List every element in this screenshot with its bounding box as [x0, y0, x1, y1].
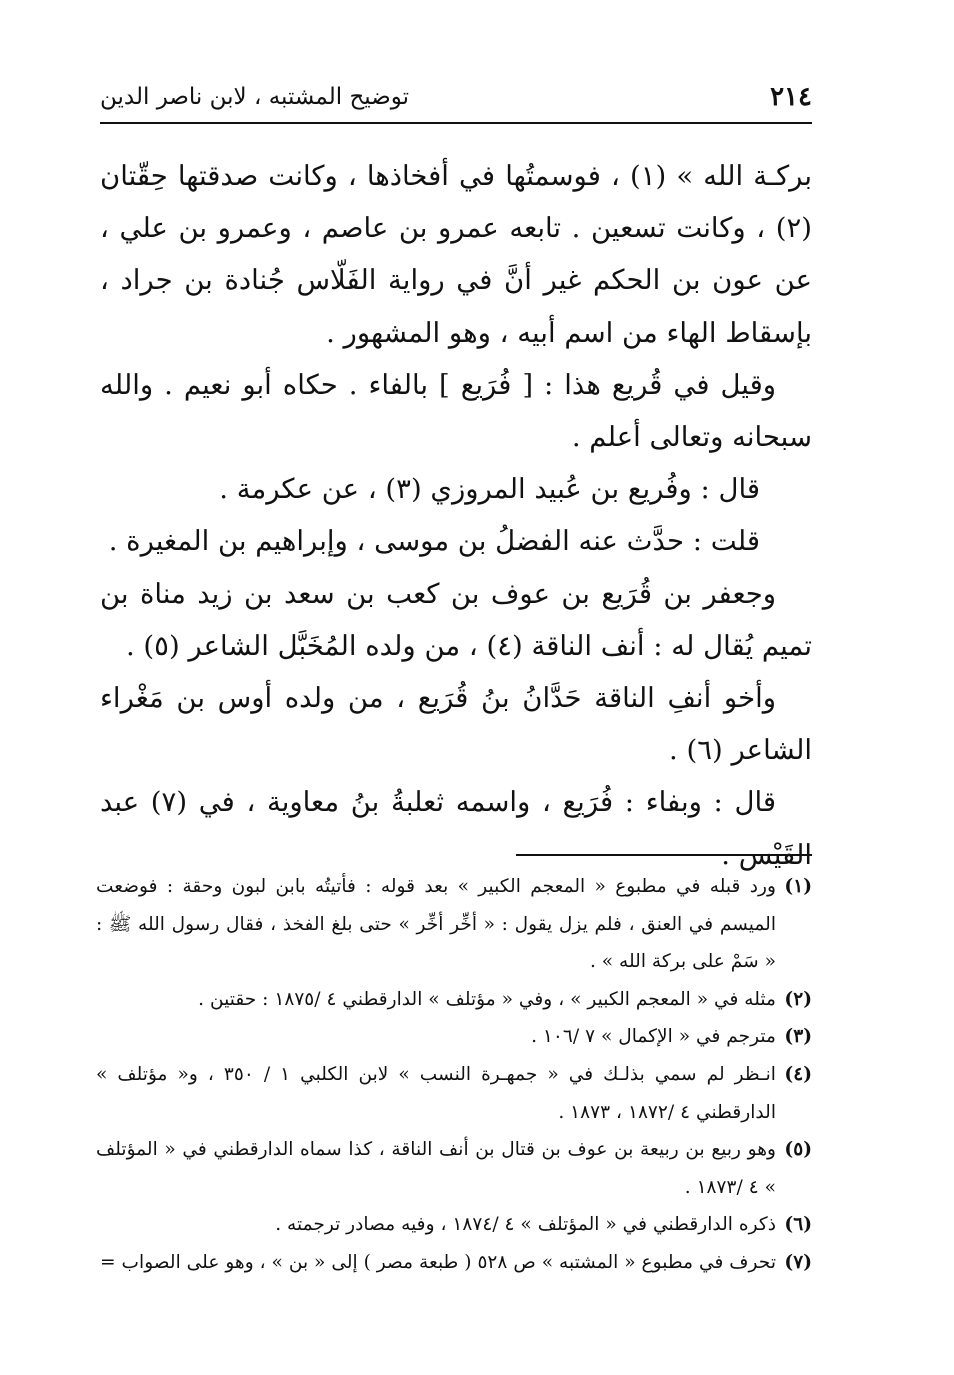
footnote-text: ذكره الدارقطني في « المؤتلف » ٤ /١٨٧٤ ، وفيه مصادر ترجمته . [275, 1214, 776, 1236]
footnote-text: تحرف في مطبوع « المشتبه » ص ٥٢٨ ( طبعة مصر ) إلى « بن » ، وهو على الصواب = [100, 1251, 776, 1273]
footnote [96, 868, 812, 981]
footnote-number: (٣) [784, 1026, 812, 1048]
footnote-separator [516, 854, 812, 856]
paragraph: بركـة الله » (١) ، فوسمتُها في أفخاذها ، وكانت صدقتها حِقّتان (٢) ، وكانت تسعين . تابعه عمرو بن عاصم ، وعمرو بن علي ، عن عون بن الحكم غير أنَّ في رواية الفَلّاس جُنادة بن جراد ، بإسقاط الهاء من اسم أبيه ، وهو المشهور . [100, 160, 812, 349]
paragraph: وجعفر بن قُرَيع بن عوف بن كعب بن سعد بن زيد مناة بن تميم يُقال له : أنف الناقة (٤) ، من ولده المُخَبَّل الشاعر (٥) . [100, 577, 812, 662]
footnotes [96, 868, 812, 1282]
footnote [96, 1018, 812, 1056]
main-text [100, 150, 812, 881]
footnote-text: ورد قبله في مطبوع « المعجم الكبير » بعد قوله : فأتيتُه بابن لبون وحقة : فوضعت الميسم في العنق ، فلم يزل يقول : « أخِّر أخِّر » حتى بلغ الفخذ ، فقال رسول الله ﷺ : « سَمْ على بركة الله » . [96, 876, 776, 973]
page-header [100, 80, 812, 124]
footnote [96, 1206, 812, 1244]
footnote-text: مثله في « المعجم الكبير » ، وفي « مؤتلف » الدارقطني ٤ /١٨٧٥ : حقتين . [198, 988, 776, 1010]
paragraph: قلت : حدَّث عنه الفضلُ بن موسى ، وإبراهيم بن المغيرة . [108, 525, 760, 558]
footnote-number: (٥) [784, 1139, 812, 1161]
footnote [96, 1056, 812, 1131]
footnote-number: (٦) [784, 1214, 812, 1236]
footnote-number: (٤) [784, 1063, 812, 1085]
footnote [96, 1244, 812, 1282]
paragraph: قال : وبفاء : فُرَيع ، واسمه ثعلبةُ بنُ معاوية ، في (٧) عبد القَيْس . [100, 786, 812, 871]
footnote [96, 981, 812, 1019]
footnote-number: (١) [784, 876, 812, 897]
paragraph: قال : وفُريع بن عُبيد المروزي (٣) ، عن عكرمة . [219, 473, 760, 506]
footnote [96, 1131, 812, 1206]
footnote-text: انـظر لم سمي بذلـك في « جمهـرة النسب » لابن الكلبي ١ / ٣٥٠ ، و« مؤتلف » الدارقطني ٤ /١٨٧٢ ، ١٨٧٣ . [96, 1063, 776, 1123]
running-title: توضيح المشتبه ، لابن ناصر الدين [100, 84, 410, 110]
footnote-number: (٢) [784, 988, 812, 1010]
footnote-text: وهو ربيع بن ربيعة بن عوف بن قتال بن أنف الناقة ، كذا سماه الدارقطني في « المؤتلف » ٤ /١٨٧٣ . [96, 1139, 776, 1198]
paragraph: وأخو أنفِ الناقة حَدَّانُ بنُ قُرَيع ، من ولده أوس بن مَغْراء الشاعر (٦) . [100, 682, 812, 767]
footnote-number: (٧) [784, 1251, 812, 1273]
paragraph: وقيل في قُريع هذا : [ فُرَيع ] بالفاء . حكاه أبو نعيم . والله سبحانه وتعالى أعلم . [100, 368, 812, 454]
page-number: ٢١٤ [770, 82, 812, 112]
footnote-text: مترجم في « الإكمال » ٧ /١٠٦ . [531, 1026, 776, 1048]
